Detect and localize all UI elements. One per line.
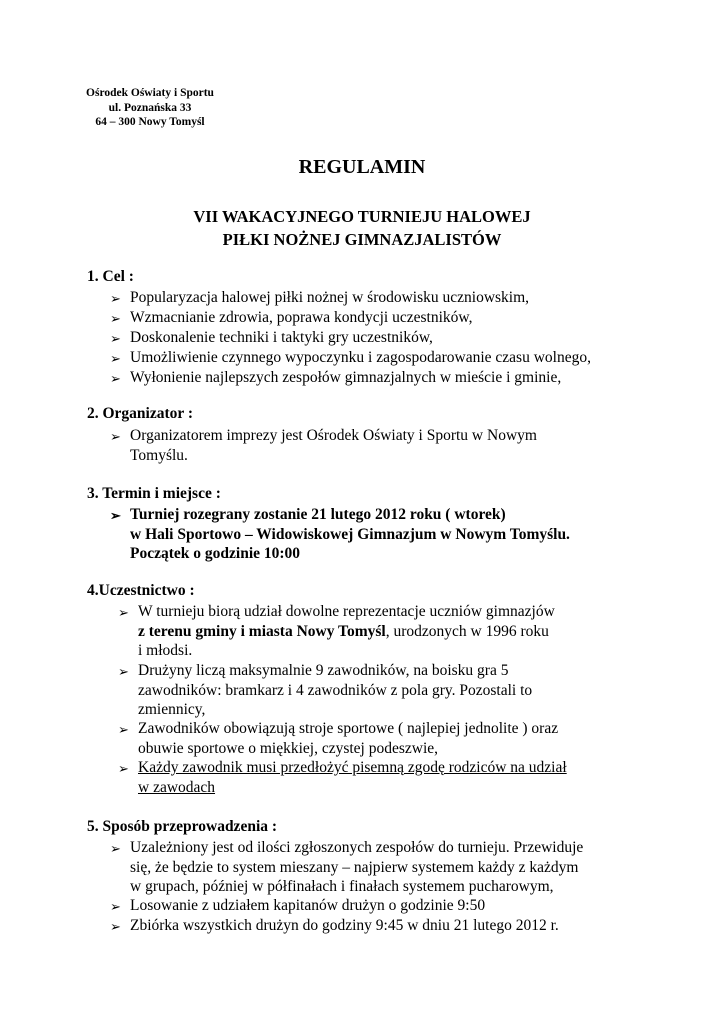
arrow-bullet-icon: ➢ [110, 311, 121, 326]
subtitle-line-1: VII WAKACYJNEGO TURNIEJU HALOWEJ [193, 207, 531, 226]
arrow-bullet-icon: ➢ [118, 761, 129, 776]
section-heading-uczestnictwo: 4.Uczestnictwo : [87, 582, 195, 599]
arrow-bullet-icon: ➢ [110, 841, 121, 856]
list-item: ➢ Zbiórka wszystkich drużyn do godziny 9:45 w dniu 21 lutego 2012 r. [110, 916, 559, 936]
list-item: ➢ Doskonalenie techniki i taktyki gry uczestników, [110, 328, 433, 348]
section-heading-cel: 1. Cel : [87, 268, 134, 285]
org-city: 64 – 300 Nowy Tomyśl [95, 116, 205, 128]
arrow-bullet-icon: ➢ [110, 331, 121, 346]
list-item: ➢ Popularyzacja halowej piłki nożnej w środowisku uczniowskim, [110, 288, 529, 308]
list-item: ➢ Wyłonienie najlepszych zespołów gimnazjalnych w mieście i gminie, [110, 368, 561, 388]
list-item: ➢ Zawodników obowiązują stroje sportowe ( najlepiej jednolite ) oraz obuwie sportowe o miękkiej, czystej podeszwie, [118, 720, 559, 757]
arrow-bullet-icon: ➢ [110, 429, 121, 444]
org-street: ul. Poznańska 33 [108, 101, 192, 114]
section-heading-sposob: 5. Sposób przeprowadzenia : [87, 818, 278, 835]
list-item: ➢ Turniej rozegrany zostanie 21 lutego 2012 roku ( wtorek) w Hali Sportowo – Widowiskowej Gimnazjum w Nowym Tomyślu. Początek o godzinie 10:00 [110, 506, 570, 562]
arrow-bullet-icon: ➢ [110, 291, 121, 306]
arrow-bullet-icon: ➢ [110, 899, 121, 914]
arrow-bullet-icon: ➢ [110, 351, 121, 366]
list-item: ➢ Organizatorem imprezy jest Ośrodek Oświaty i Sportu w Nowym Tomyślu. [110, 427, 537, 464]
list-item: ➢ Losowanie z udziałem kapitanów drużyn o godzinie 9:50 [110, 896, 485, 916]
document-title: REGULAMIN [298, 156, 426, 178]
subtitle-line-2: PIŁKI NOŻNEJ GIMNAZJALISTÓW [222, 230, 502, 249]
arrow-bullet-icon: ➢ [110, 371, 121, 386]
section-heading-organizator: 2. Organizator : [87, 405, 194, 422]
list-item: ➢ Wzmacnianie zdrowia, poprawa kondycji uczestników, [110, 308, 472, 328]
arrow-bullet-icon: ➢ [118, 722, 129, 737]
list-item: ➢ Umożliwienie czynnego wypoczynku i zagospodarowanie czasu wolnego, [110, 348, 591, 368]
arrow-bullet-icon: ➢ [110, 919, 121, 934]
section-heading-termin: 3. Termin i miejsce : [87, 485, 221, 502]
arrow-bullet-icon: ➢ [118, 664, 129, 679]
list-item: ➢ Drużyny liczą maksymalnie 9 zawodników, na boisku gra 5 zawodników: bramkarz i 4 zawodników z pola gry. Pozostali to zmiennicy, [118, 662, 533, 718]
list-item: ➢ Każdy zawodnik musi przedłożyć pisemną zgodę rodziców na udział w zawodach [118, 759, 567, 796]
list-item: ➢ Uzależniony jest od ilości zgłoszonych zespołów do turnieju. Przewiduje się, że będzie to system mieszany – najpierw systemem każdy z każdym w grupach, później w półfinałach i finałach systemem pucharowym, [110, 839, 584, 895]
organization-address [0, 86, 300, 130]
arrow-bullet-icon: ➢ [118, 605, 129, 620]
list-item: ➢ W turnieju biorą udział dowolne reprezentacje uczniów gimnazjów z terenu gminy i miasta Nowy Tomyśl, urodzonych w 1996 roku i młodsi. [118, 603, 555, 659]
document-subtitle [0, 205, 724, 251]
org-name: Ośrodek Oświaty i Sportu [86, 87, 214, 99]
arrow-bullet-icon: ➢ [110, 508, 121, 523]
